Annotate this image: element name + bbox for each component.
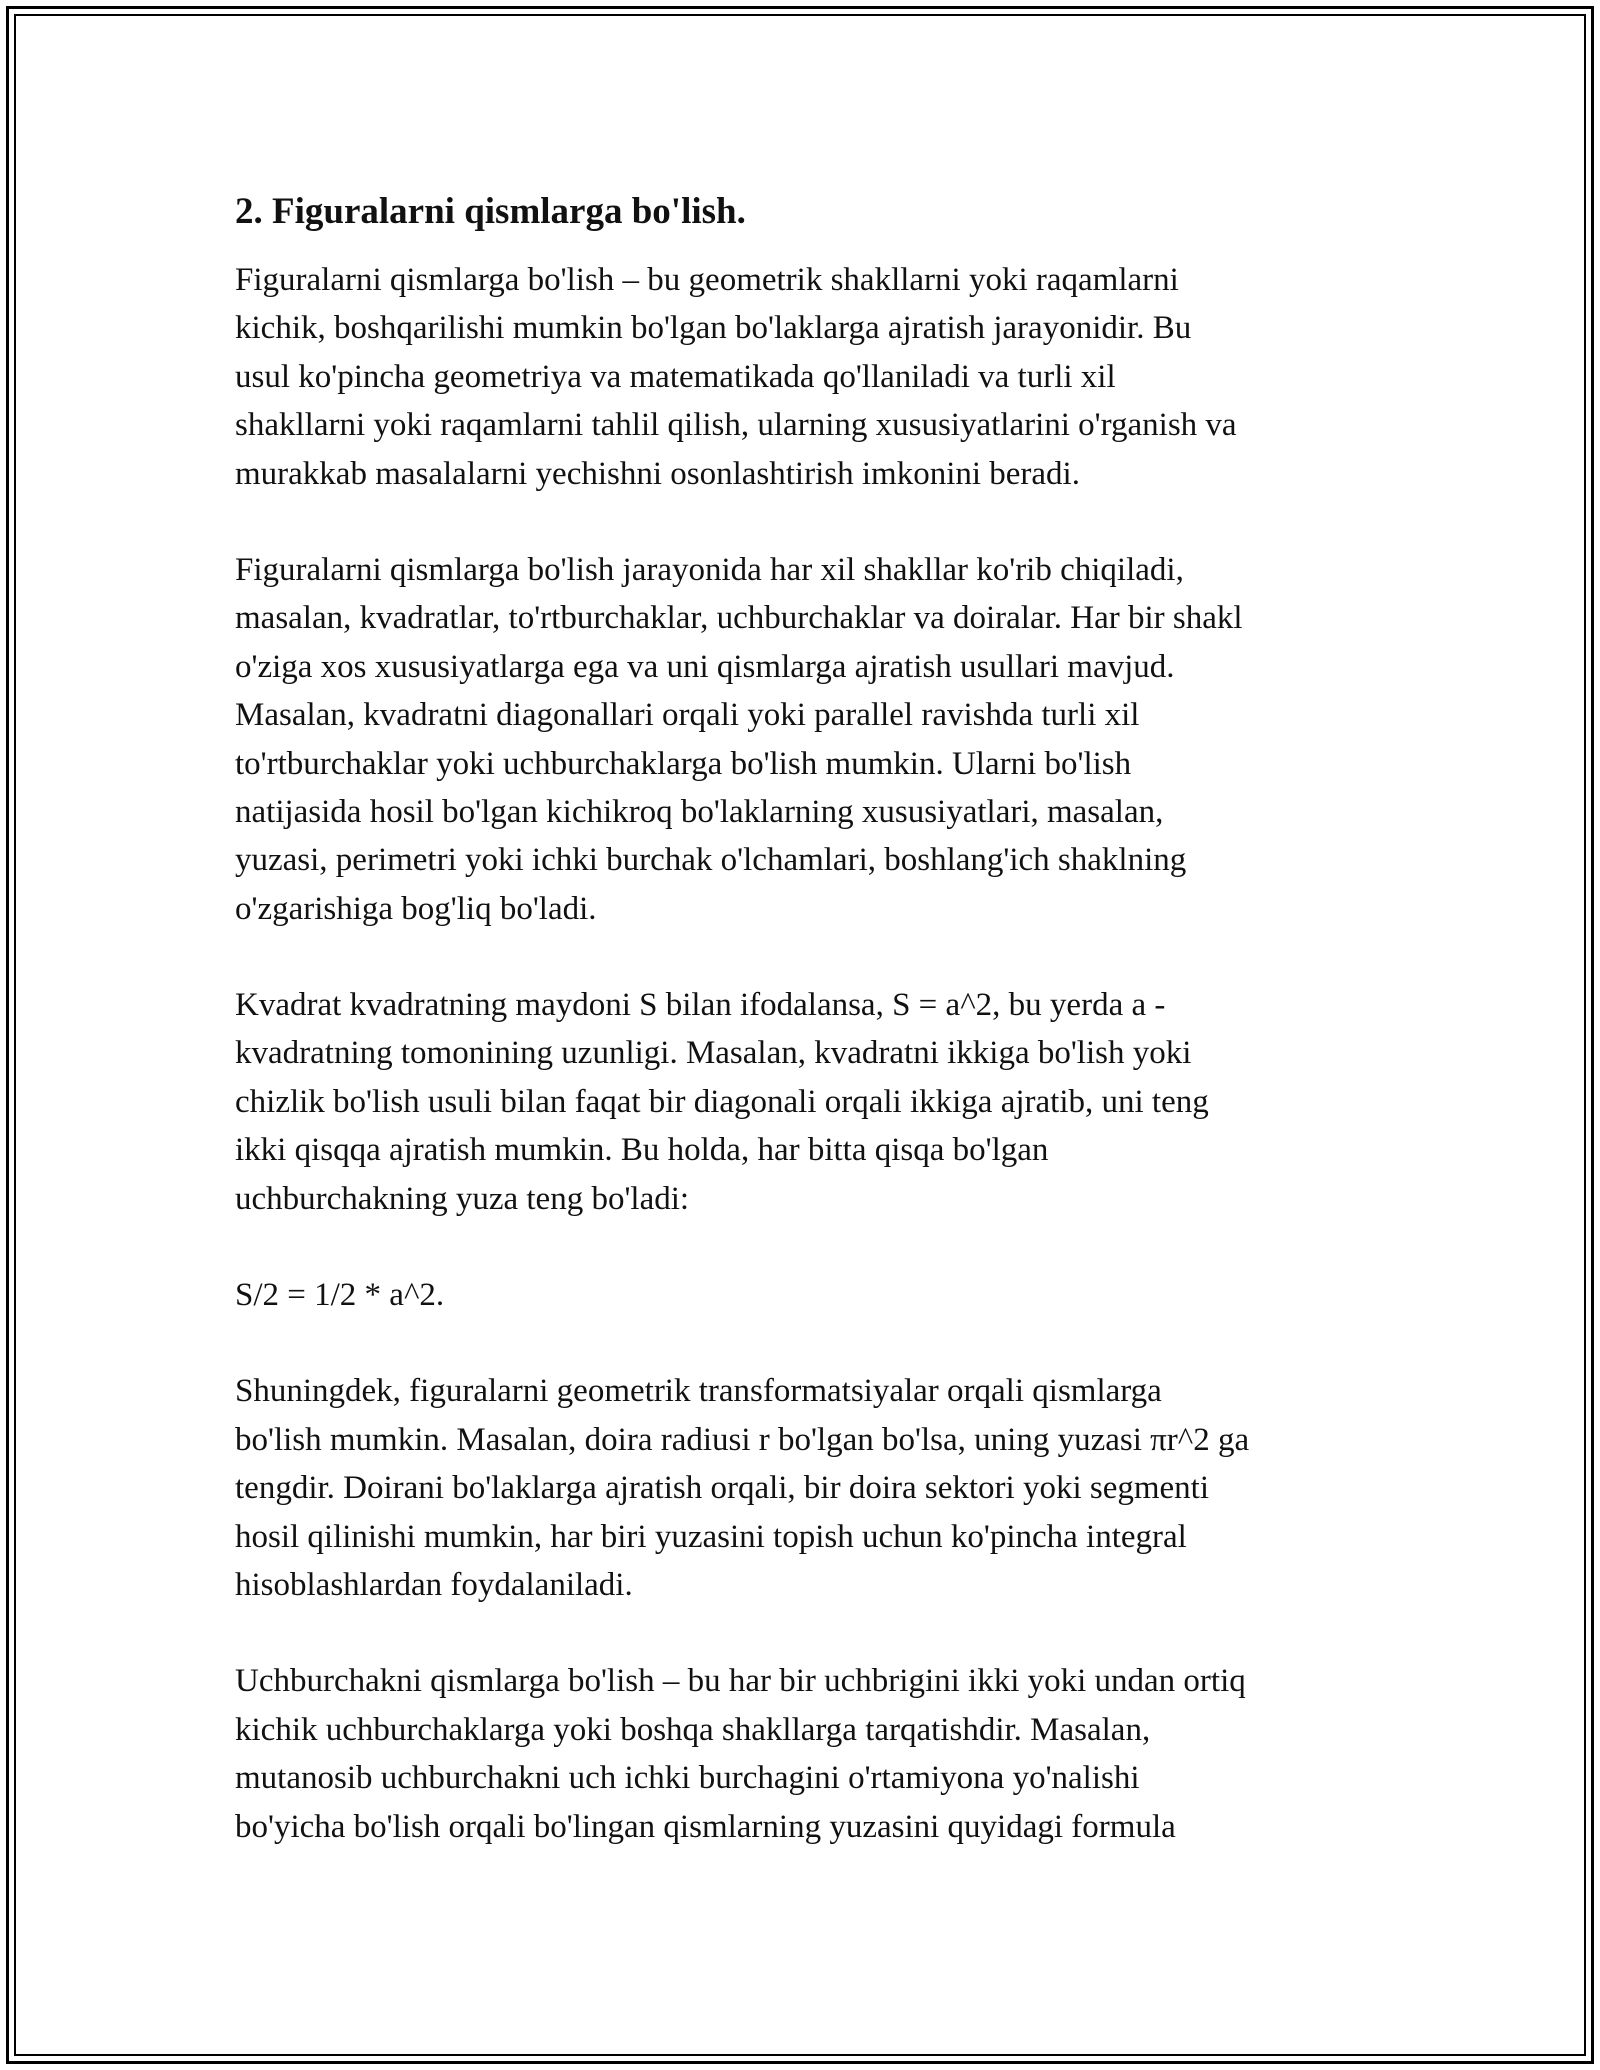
text-line: chizlik bo'lish usuli bilan faqat bir diagonali orqali ikkiga ajratib, uni teng bbox=[235, 1083, 1209, 1120]
text-line: kichik, boshqarilishi mumkin bo'lgan bo'laklarga ajratish jarayonidir. Bu bbox=[235, 310, 1192, 347]
paragraph-3 bbox=[235, 981, 1375, 1223]
text-line: usul ko'pincha geometriya va matematikada qo'llaniladi va turli xil bbox=[235, 358, 1116, 395]
document-body bbox=[235, 186, 1375, 1851]
formula-paragraph bbox=[235, 1271, 1375, 1319]
text-line: Figuralarni qismlarga bo'lish – bu geometrik shakllarni yoki raqamlarni bbox=[235, 262, 1179, 298]
formula-line: S/2 = 1/2 * a^2. bbox=[235, 1277, 445, 1314]
text-line: to'rtburchaklar yoki uchburchaklarga bo'lish mumkin. Ularni bo'lish bbox=[235, 745, 1132, 782]
text-line: kvadratning tomonining uzunligi. Masalan, kvadratni ikkiga bo'lish yoki bbox=[235, 1035, 1192, 1072]
text-line: uchburchakning yuza teng bo'ladi: bbox=[235, 1180, 690, 1217]
section-heading: 2. Figuralarni qismlarga bo'lish. bbox=[235, 191, 746, 232]
text-line: o'ziga xos xususiyatlarga ega va uni qismlarga ajratish usullari mavjud. bbox=[235, 648, 1175, 685]
text-line: Figuralarni qismlarga bo'lish jarayonida har xil shakllar ko'rib chiqiladi, bbox=[235, 551, 1184, 588]
text-line: hisoblashlardan foydalaniladi. bbox=[235, 1566, 633, 1603]
text-line: o'zgarishiga bog'liq bo'ladi. bbox=[235, 890, 597, 927]
text-line: shakllarni yoki raqamlarni tahlil qilish, ularning xususiyatlarini o'rganish va bbox=[235, 407, 1237, 444]
text-line: masalan, kvadratlar, to'rtburchaklar, uchburchaklar va doiralar. Har bir shakl bbox=[235, 600, 1243, 637]
text-line: mutanosib uchburchakni uch ichki burchagini o'rtamiyona yo'nalishi bbox=[235, 1760, 1140, 1797]
text-line: murakkab masalalarni yechishni osonlashtirish imkonini beradi. bbox=[235, 455, 1080, 492]
text-line: Shuningdek, figuralarni geometrik transformatsiyalar orqali qismlarga bbox=[235, 1373, 1162, 1410]
text-line: hosil qilinishi mumkin, har biri yuzasini topish uchun ko'pincha integral bbox=[235, 1518, 1187, 1555]
text-line: Uchburchakni qismlarga bo'lish – bu har bir uchbrigini ikki yoki undan ortiq bbox=[235, 1663, 1246, 1700]
paragraph-5 bbox=[235, 1367, 1375, 1609]
text-line: Masalan, kvadratni diagonallari orqali yoki parallel ravishda turli xil bbox=[235, 697, 1140, 734]
text-line: kichik uchburchaklarga yoki boshqa shakllarga tarqatishdir. Masalan, bbox=[235, 1711, 1151, 1748]
text-line: tengdir. Doirani bo'laklarga ajratish orqali, bir doira sektori yoki segmenti bbox=[235, 1470, 1210, 1507]
text-line: ikki qisqqa ajratish mumkin. Bu holda, har bitta qisqa bo'lgan bbox=[235, 1132, 1049, 1169]
text-line: bo'lish mumkin. Masalan, doira radiusi r bo'lgan bo'lsa, uning yuzasi πr^2 ga bbox=[235, 1421, 1250, 1458]
text-line: Kvadrat kvadratning maydoni S bilan ifodalansa, S = a^2, bu yerda a - bbox=[235, 987, 1166, 1024]
paragraph-1 bbox=[235, 256, 1375, 498]
paragraph-2 bbox=[235, 546, 1375, 933]
text-line: natijasida hosil bo'lgan kichikroq bo'laklarning xususiyatlari, masalan, bbox=[235, 793, 1164, 830]
paragraph-6 bbox=[235, 1657, 1375, 1851]
text-line: yuzasi, perimetri yoki ichki burchak o'lchamlari, boshlang'ich shaklning bbox=[235, 842, 1187, 879]
text-line: bo'yicha bo'lish orqali bo'lingan qismlarning yuzasini quyidagi formula bbox=[235, 1808, 1176, 1845]
